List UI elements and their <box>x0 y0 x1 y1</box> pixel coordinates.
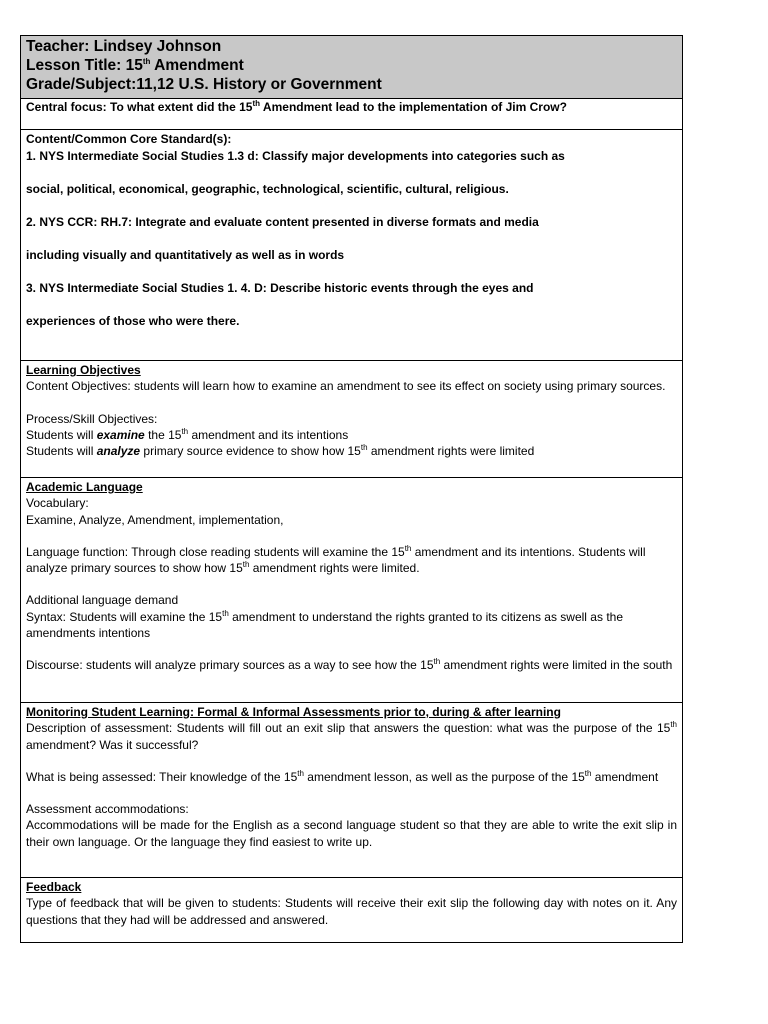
process-objectives-title: Process/Skill Objectives: <box>26 411 158 426</box>
assessment-description: Description of assessment: Students will fill out an exit slip that answers the question: what was the purpose of the 15th amendment? Was it successful? <box>26 720 677 752</box>
objective-analyze: Students will analyze primary source evidence to show how 15th amendment rights were limited <box>26 443 535 459</box>
discourse: Discourse: students will analyze primary sources as a way to see how the 15th amendment rights were limited in the south <box>26 657 673 673</box>
language-function: Language function: Through close reading students will examine the 15th amendment and its intentions. Students will analyze primary sources to show how 15th amendment rights were limited. <box>26 543 646 576</box>
standard-line: including visually and quantitatively as well as in words <box>26 247 345 262</box>
vocabulary-label: Vocabulary: <box>26 496 89 511</box>
section-title: Monitoring Student Learning: Formal & Informal Assessments prior to, during & after learning <box>26 705 561 719</box>
learning-objectives-section <box>21 361 683 478</box>
standards-section <box>21 130 683 361</box>
lesson-title: Lesson Title: 15th Amendment <box>26 56 244 74</box>
additional-language-demand: Additional language demand <box>26 593 179 608</box>
section-title: Feedback <box>26 880 82 894</box>
accommodations-text: Accommodations will be made for the English as a second language student so that they are able to write the exit slip in their own language. Or the language they find easiest to write up. <box>26 818 677 849</box>
central-focus: Central focus: To what extent did the 15th Amendment lead to the implementation of Jim Crow? <box>21 99 683 130</box>
monitoring-section <box>21 703 683 878</box>
syntax: Syntax: Students will examine the 15th amendment to understand the rights granted to its citizens as swell as the amendments intentions <box>26 608 623 641</box>
feedback-section <box>21 878 683 943</box>
section-title: Academic Language <box>26 480 143 494</box>
standard-line: 2. NYS CCR: RH.7: Integrate and evaluate content presented in diverse formats and media <box>26 214 539 229</box>
grade-subject: Grade/Subject:11,12 U.S. History or Government <box>26 76 382 93</box>
standard-line: 3. NYS Intermediate Social Studies 1. 4. D: Describe historic events through the eyes and <box>26 280 534 295</box>
header-cell <box>21 36 683 99</box>
standard-line: 1. NYS Intermediate Social Studies 1.3 d: Classify major developments into categories such as <box>26 148 565 163</box>
objective-examine: Students will examine the 15th amendment and its intentions <box>26 426 349 442</box>
what-is-assessed: What is being assessed: Their knowledge of the 15th amendment lesson, as well as the purpose of the 15th amendment <box>26 768 659 784</box>
standard-line: experiences of those who were there. <box>26 313 240 328</box>
academic-language-section <box>21 478 683 703</box>
standard-line: social, political, economical, geographic, technological, scientific, cultural, religious. <box>26 181 509 196</box>
accommodations-title: Assessment accommodations: <box>26 802 189 817</box>
vocabulary-list: Examine, Analyze, Amendment, implementation, <box>26 512 284 527</box>
feedback-text: Type of feedback that will be given to students: Students will receive their exit slip the following day with notes on it. Any questions that they had will be addressed and answered. <box>26 896 677 927</box>
section-title: Learning Objectives <box>26 363 141 377</box>
teacher-name: Teacher: Lindsey Johnson <box>26 38 222 55</box>
standards-title: Content/Common Core Standard(s): <box>26 132 232 146</box>
lesson-plan-table <box>20 35 683 943</box>
content-objectives: Content Objectives: students will learn how to examine an amendment to see its effect on society using primary sources. <box>26 379 666 394</box>
